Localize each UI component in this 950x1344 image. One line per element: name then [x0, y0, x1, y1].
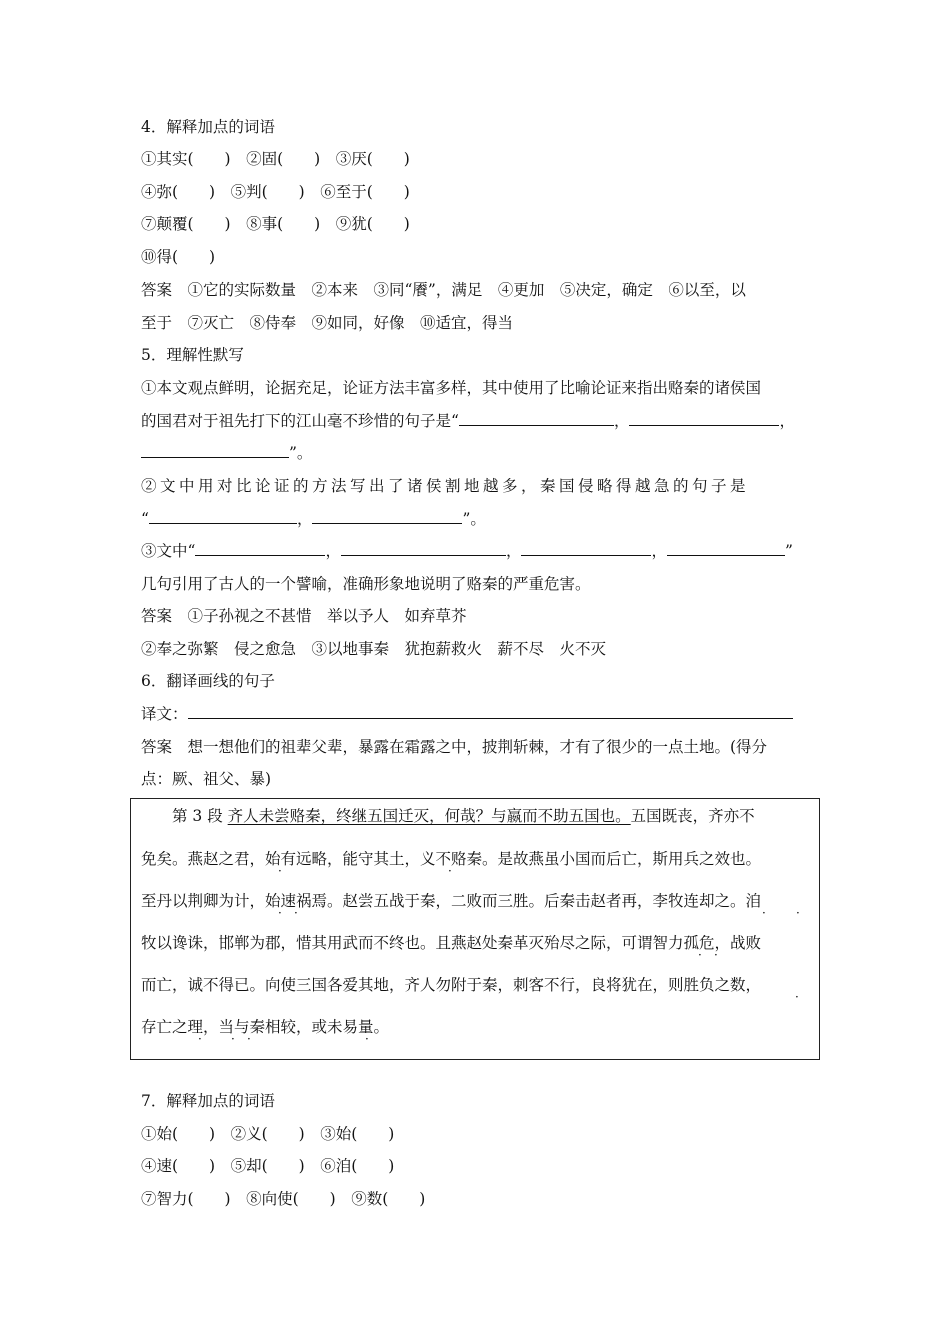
q4-row-1: ①其实( ) ②固( ) ③厌( ) [141, 150, 410, 168]
q7-row-3: ⑦智力( ) ⑧向使( ) ⑨数( ) [141, 1190, 426, 1208]
passage-line-3: 至丹以荆卿为计，始速祸焉。赵尝五战于秦，二败而三胜。后秦击赵者再，李牧连却之。洎 [141, 892, 762, 910]
q4-row-3: ⑦颠覆( ) ⑧事( ) ⑨犹( ) [141, 215, 410, 233]
q6-title: 6．翻译画线的句子 [141, 672, 275, 690]
emphasis-dot: · [198, 1032, 202, 1046]
q4-answer-line-1: 答案 ①它的实际数量 ②本来 ③同“餍”，满足 ④更加 ⑤决定，确定 ⑥以至，以 [141, 281, 746, 299]
translation-blank [188, 704, 793, 719]
emphasis-dot: · [247, 1032, 251, 1046]
paragraph-label: 第 3 段 [141, 807, 228, 825]
q4-row-2: ④弥( ) ⑤判( ) ⑥至于( ) [141, 183, 410, 201]
emphasis-dot: · [714, 948, 718, 962]
emphasis-dot: · [698, 948, 702, 962]
q5-line-7: 几句引用了古人的一个譬喻，准确形象地说明了赂秦的严重危害。 [141, 575, 591, 593]
emphasis-dot: · [365, 1032, 369, 1046]
q5-line-5 [141, 509, 486, 529]
passage-line-5: 而亡，诚不得已。向使三国各爱其地，齐人勿附于秦，刺客不行，良将犹在，则胜负之数， [141, 976, 762, 994]
blank [141, 443, 289, 458]
close-quote: ”。 [289, 444, 313, 462]
close-quote: ” [784, 542, 793, 560]
q5-line-6-text: ③文中“ [141, 542, 196, 560]
close-quote: ”。 [462, 510, 486, 528]
q5-line-6 [141, 541, 793, 561]
underlined-sentence: 齐人未尝赂秦，终继五国迁灭，何哉？与嬴而不助五国也。 [227, 807, 631, 825]
translation-label: 译文： [141, 705, 188, 723]
blank [667, 541, 785, 556]
emphasis-dot: · [795, 990, 799, 1004]
q5-line-1: ①本文观点鲜明，论据充足，论证方法丰富多样，其中使用了比喻论证来指出赂秦的诸侯国 [141, 379, 762, 397]
q6-translation-line [141, 704, 793, 724]
q4-answer-line-2: 至于 ⑦灭亡 ⑧侍奉 ⑨如同，好像 ⑩适宜，得当 [141, 314, 514, 332]
comma: ， [613, 412, 630, 430]
blank [341, 541, 506, 556]
comma: ， [296, 510, 313, 528]
q6-answer-line-1: 答案 想一想他们的祖辈父辈，暴露在霜露之中，披荆斩棘，才有了很少的一点土地。(得分 [141, 738, 768, 756]
q5-answer-line-1: 答案 ①子孙视之不甚惜 举以予人 如弃草芥 [141, 607, 467, 625]
q5-title: 5．理解性默写 [141, 346, 244, 364]
passage-line-2: 免矣。燕赵之君，始有远略，能守其土，义不赂秦。是故燕虽小国而后亡，斯用兵之效也。 [141, 850, 762, 868]
passage-line-1 [141, 806, 755, 826]
q7-title: 7．解释加点的词语 [141, 1092, 275, 1110]
q7-row-1: ①始( ) ②义( ) ③始( ) [141, 1125, 395, 1143]
emphasis-dot: · [278, 864, 282, 878]
comma: ， [651, 542, 667, 560]
passage-line-6: 存亡之理，当与秦相较，或未易量。 [141, 1018, 390, 1036]
emphasis-dot: · [231, 1032, 235, 1046]
emphasis-dot: · [796, 906, 800, 920]
q5-line-2-text: 的国君对于祖先打下的江山毫不珍惜的句子是“ [141, 412, 459, 430]
passage-line-1-rest: 五国既丧，齐亦不 [630, 807, 755, 825]
emphasis-dot: · [762, 906, 766, 920]
blank [629, 411, 779, 426]
comma: ， [779, 412, 795, 430]
q6-answer-line-2: 点：厥、祖父、暴) [141, 770, 272, 788]
blank [459, 411, 614, 426]
q5-answer-line-2: ②奉之弥繁 侵之愈急 ③以地事秦 犹抱薪救火 薪不尽 火不灭 [141, 640, 607, 658]
blank [149, 509, 297, 524]
comma: ， [325, 542, 341, 560]
open-quote: “ [141, 510, 149, 528]
q4-row-4: ⑩得( ) [141, 248, 216, 266]
blank [312, 509, 462, 524]
emphasis-dot: · [448, 864, 452, 878]
comma: ， [505, 542, 522, 560]
blank [521, 541, 651, 556]
q5-line-2 [141, 411, 795, 431]
q5-line-3 [141, 443, 312, 463]
blank [195, 541, 325, 556]
emphasis-dot: · [278, 906, 282, 920]
q5-line-4: ②文中用对比论证的方法写出了诸侯割地越多，秦国侵略得越急的句子是 [141, 477, 750, 495]
emphasis-dot: · [294, 906, 298, 920]
passage-line-4: 牧以谗诛，邯郸为郡，惜其用武而不终也。且燕赵处秦革灭殆尽之际，可谓智力孤危，战败 [141, 934, 762, 952]
q7-row-2: ④速( ) ⑤却( ) ⑥洎( ) [141, 1157, 395, 1175]
q4-title: 4．解释加点的词语 [141, 118, 275, 136]
